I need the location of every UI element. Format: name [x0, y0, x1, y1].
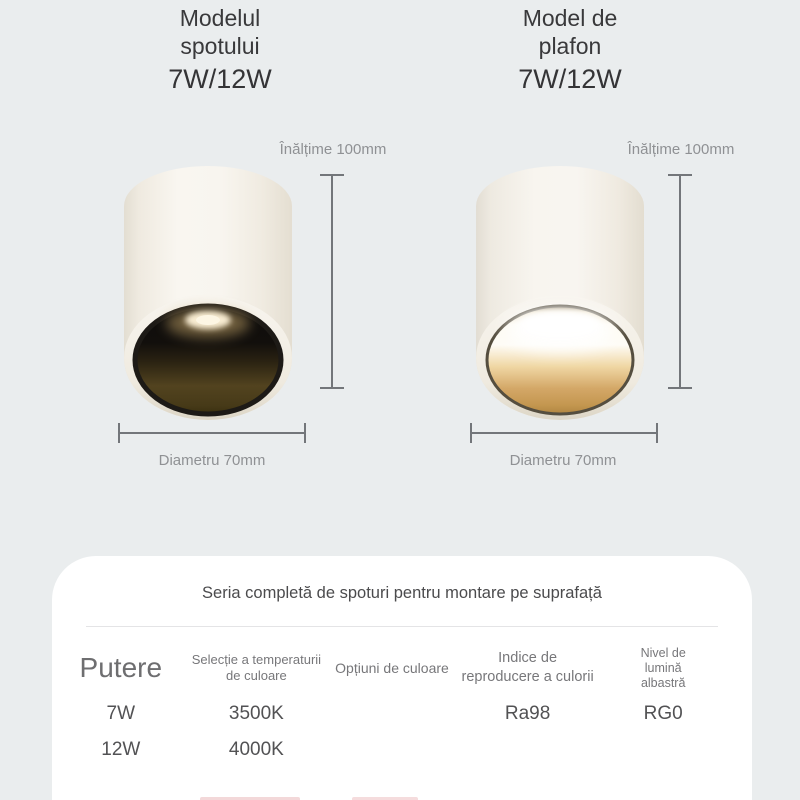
table-cell-blue-1: RG0 [643, 703, 683, 724]
table-cell-cri-2 [460, 732, 596, 768]
table-cell-cri-1: Ra98 [504, 703, 551, 724]
table-cell-power-2: 12W [101, 739, 141, 760]
table-cell-power-1: 7W [106, 703, 136, 724]
table-cell-temp-1: 3500K [228, 703, 284, 724]
wattage-label: 7W/12W [168, 64, 272, 94]
table-cell-coloropt-2 [324, 732, 460, 768]
wattage-label: 7W/12W [518, 64, 622, 94]
product-name-line: Model de [522, 5, 618, 31]
spec-table [53, 640, 731, 768]
table-cell-temp-2: 4000K [228, 739, 284, 760]
table-header-cri: Indice de reproducere a culorii [461, 650, 594, 685]
table-header-blue-light: Nivel de lumină albastră [640, 645, 686, 690]
height-dimension-label: Înălțime 100mm [279, 141, 387, 158]
diameter-dimension-label: Diametru 70mm [509, 452, 617, 469]
product-name-line: Modelul [179, 5, 261, 31]
spec-card-title: Seria completă de spoturi pentru montare pe suprafață [202, 584, 602, 602]
table-header-color-temperature: Selecție a temperaturii de culoare [191, 652, 322, 683]
table-header-color-options: Opțiuni de culoare [335, 659, 449, 676]
height-dimension-label: Înălțime 100mm [627, 141, 735, 158]
product-name-line: plafon [538, 32, 602, 59]
table-cell-blue-2 [595, 732, 731, 768]
spot-lamp-image [122, 162, 294, 426]
table-cell-coloropt-1 [324, 696, 460, 732]
product-title-ceiling [470, 5, 670, 95]
divider [86, 626, 718, 627]
ceiling-lamp-image [474, 162, 646, 426]
product-title-spot [120, 5, 320, 95]
diameter-dimension-label: Diametru 70mm [158, 452, 266, 469]
table-header-power: Putere [79, 652, 163, 683]
product-name-line: spotului [180, 32, 260, 59]
